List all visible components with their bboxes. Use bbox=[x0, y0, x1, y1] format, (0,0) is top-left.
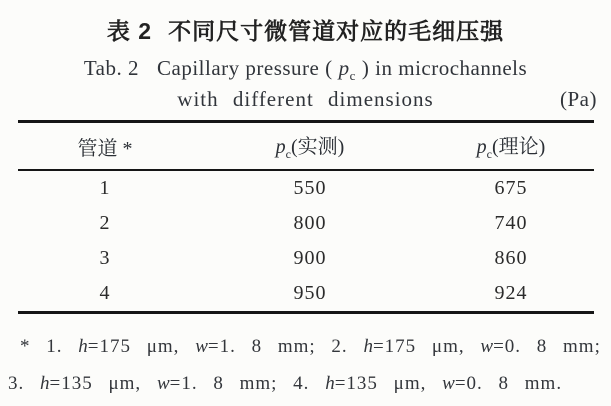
table-body bbox=[18, 171, 594, 311]
table-row bbox=[18, 206, 594, 241]
title-en-post: ) in microchannels bbox=[361, 56, 528, 80]
table-title-english-line2 bbox=[0, 87, 611, 112]
table-title-cn-text: 不同尺寸微管道对应的毛细压强 bbox=[168, 18, 505, 44]
header-channel: 管道 * bbox=[77, 137, 133, 160]
cell-theoretical: 924 bbox=[494, 282, 528, 304]
cell-measured: 950 bbox=[293, 282, 327, 304]
cell-theoretical: 675 bbox=[494, 177, 528, 199]
cell-measured: 900 bbox=[293, 247, 327, 269]
table-row bbox=[18, 276, 594, 311]
table-row bbox=[18, 171, 594, 206]
cell-theoretical: 740 bbox=[494, 212, 528, 234]
table-bottom-rule bbox=[18, 311, 594, 314]
pc-symbol-base: p bbox=[476, 136, 487, 158]
pc-symbol-subscript: c bbox=[486, 147, 492, 161]
table-title-english-line1 bbox=[0, 56, 611, 84]
pc-symbol bbox=[338, 56, 356, 84]
title-en-pre: Capillary pressure ( bbox=[157, 56, 333, 80]
cell-channel: 2 bbox=[99, 212, 111, 234]
table-row bbox=[18, 241, 594, 276]
table-number-label-en: Tab. 2 bbox=[83, 56, 139, 80]
header-pc-measured bbox=[192, 130, 428, 162]
header-measured-label: (实测) bbox=[291, 136, 345, 158]
capillary-pressure-table bbox=[18, 120, 594, 314]
pc-symbol-subscript: c bbox=[285, 147, 291, 161]
unit-label: (Pa) bbox=[560, 87, 597, 111]
cell-measured: 800 bbox=[293, 212, 327, 234]
header-pc-theoretical bbox=[428, 130, 594, 162]
footnote-line-1: * 1. h=175 μm, w=1. 8 mm; 2. h=175 μm, w=0. 8 mm; bbox=[20, 336, 601, 357]
pc-symbol-base: p bbox=[275, 136, 286, 158]
header-theoretical-label: (理论) bbox=[492, 136, 546, 158]
cell-theoretical: 860 bbox=[494, 247, 528, 269]
title-en-line2-text: with different dimensions bbox=[177, 87, 434, 111]
cell-channel: 3 bbox=[99, 247, 111, 269]
footnote-line-2: 3. h=135 μm, w=1. 8 mm; 4. h=135 μm, w=0. 8 mm. bbox=[8, 373, 563, 394]
table-number-label-cn: 表 2 bbox=[106, 18, 153, 44]
pc-symbol-base: p bbox=[338, 56, 350, 80]
table-title-chinese bbox=[0, 13, 611, 46]
cell-channel: 1 bbox=[99, 177, 111, 199]
cell-channel: 4 bbox=[99, 282, 111, 304]
table-footnote bbox=[8, 328, 605, 402]
table-header-row bbox=[18, 123, 594, 169]
pc-symbol-subscript: c bbox=[349, 68, 356, 84]
cell-measured: 550 bbox=[293, 177, 327, 199]
